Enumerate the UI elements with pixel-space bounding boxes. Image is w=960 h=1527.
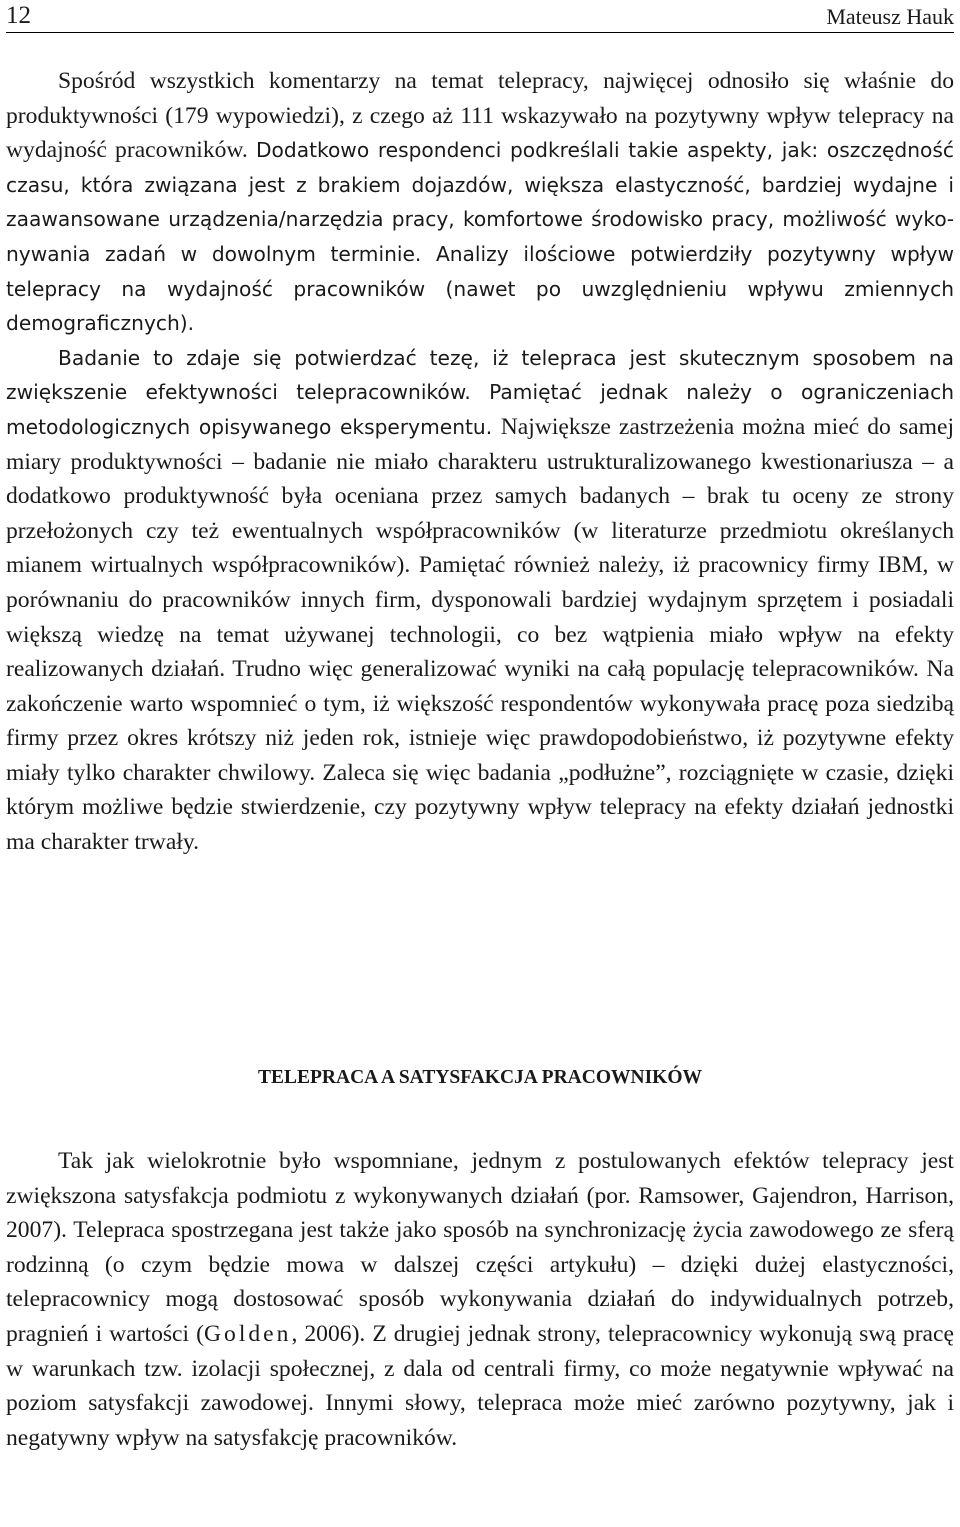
- paragraph-text: Spośród wszystkich komentarzy na temat telepracy, najwięcej odnosiło się właśnie do produktywności (179 wypowiedzi), z czego aż 111 wskazywało na pozytywny wpływ telepracy na wydajność pracowników.: [6, 68, 954, 164]
- section-1-body: [6, 64, 954, 860]
- paragraph: [6, 341, 954, 860]
- paragraph-text: Największe zastrzeżenia można mieć do samej miary produktywności – badanie nie miało charakteru ustrukturalizowanego kwestionariusza – a dodatkowo produktywność była oceniana przez samych badanych – brak tu oceny ze strony przełożonych czy też ewentualnych współpracowników (w literaturze przedmiotu określanych mianem wirtualnych współpracowników). Pamiętać również należy, iż pracownicy firmy IBM, w porównaniu do pracowników innych firm, dysponowali bardziej wydajnym sprzętem i posiadali większą wiedzę na temat używanej technologii, co bez wątpienia miało wpływ na efekty realizowanych działań. Trudno więc generalizować wyniki na całą populację telepracowników. Na zakończenie warto wspomnieć o tym, iż większość respondentów wykonywała pracę poza siedzibą firmy przez okres krótszy niż jeden rok, istnieje więc prawdopodobieństwo, iż pozytywne efekty miały tylko charakter chwilowy. Zaleca się więc badania „podłużne”, rozciągnięte w czasie, dzięki którym możliwe będzie stwierdzenie, czy pozytywny wpływ telepracy na efekty działań jednostki ma charakter trwały.: [6, 413, 955, 856]
- citation-author: Golden: [203, 1320, 292, 1347]
- section-heading: TELEPRACA A SATYSFAKCJA PRACOWNIKÓW: [257, 1067, 703, 1088]
- section-2-body: [6, 1144, 954, 1455]
- paragraph-text: , 2006). Z drugiej jednak strony, telepracownicy wykonują swą pracę w warunkach tzw. izolacji społecznej, z dala od centrali firmy, co może negatywnie wpływać na poziom satysfakcji zawodowej. Innymi słowy, telepraca może mieć zarówno pozytywny, jak i negatywny wpływ na satysfakcję pracowników.: [6, 1320, 954, 1451]
- paragraph-text: Tak jak wielokrotnie było wspomniane, jednym z postulowanych efektów telepracy jest zwiększona satysfakcja podmiotu z wykonywanych działań (por. Ramsower, Gajendron, Harrison, 2007). Telepraca spostrzegana jest także jako sposób na synchronizację życia zawodowego ze sferą rodzinną (o czym będzie mowa w dalszej części artykułu) – dzięki dużej elastyczności, telepracownicy mogą dostosować sposób wykonywania działań do indywidualnych potrzeb, pragnień i wartości (: [6, 1148, 954, 1347]
- paragraph-text: Dodatkowo respondenci podkreślali takie aspekty, jak: oszczędność czasu, która związana jest z brakiem dojazdów, większa elastyczność, bardziej wydajne i zaawansowane urządzenia/narzędzia pracy, komfortowe środowisko pracy, możliwość wykonywania zadań w dowolnym terminie. Analizy ilościowe potwierdziły pozytywny wpływ telepracy na wydajność pracowników (nawet po uwzględnieniu wpływu zmiennych demograficznych).: [6, 138, 954, 336]
- running-head-author: Mateusz Hauk: [826, 4, 954, 29]
- paragraph-text: Badanie to zdaje się potwierdzać tezę, iż telepraca jest skutecznym sposobem na zwiększenie efektywności telepracowników. Pamiętać jednak należy o ograniczeniach metodologicznych opisywanego eksperymentu.: [6, 345, 954, 439]
- paragraph: [6, 64, 954, 341]
- page-header: [6, 0, 954, 33]
- page-number: 12: [6, 2, 31, 29]
- paragraph: [6, 1144, 954, 1455]
